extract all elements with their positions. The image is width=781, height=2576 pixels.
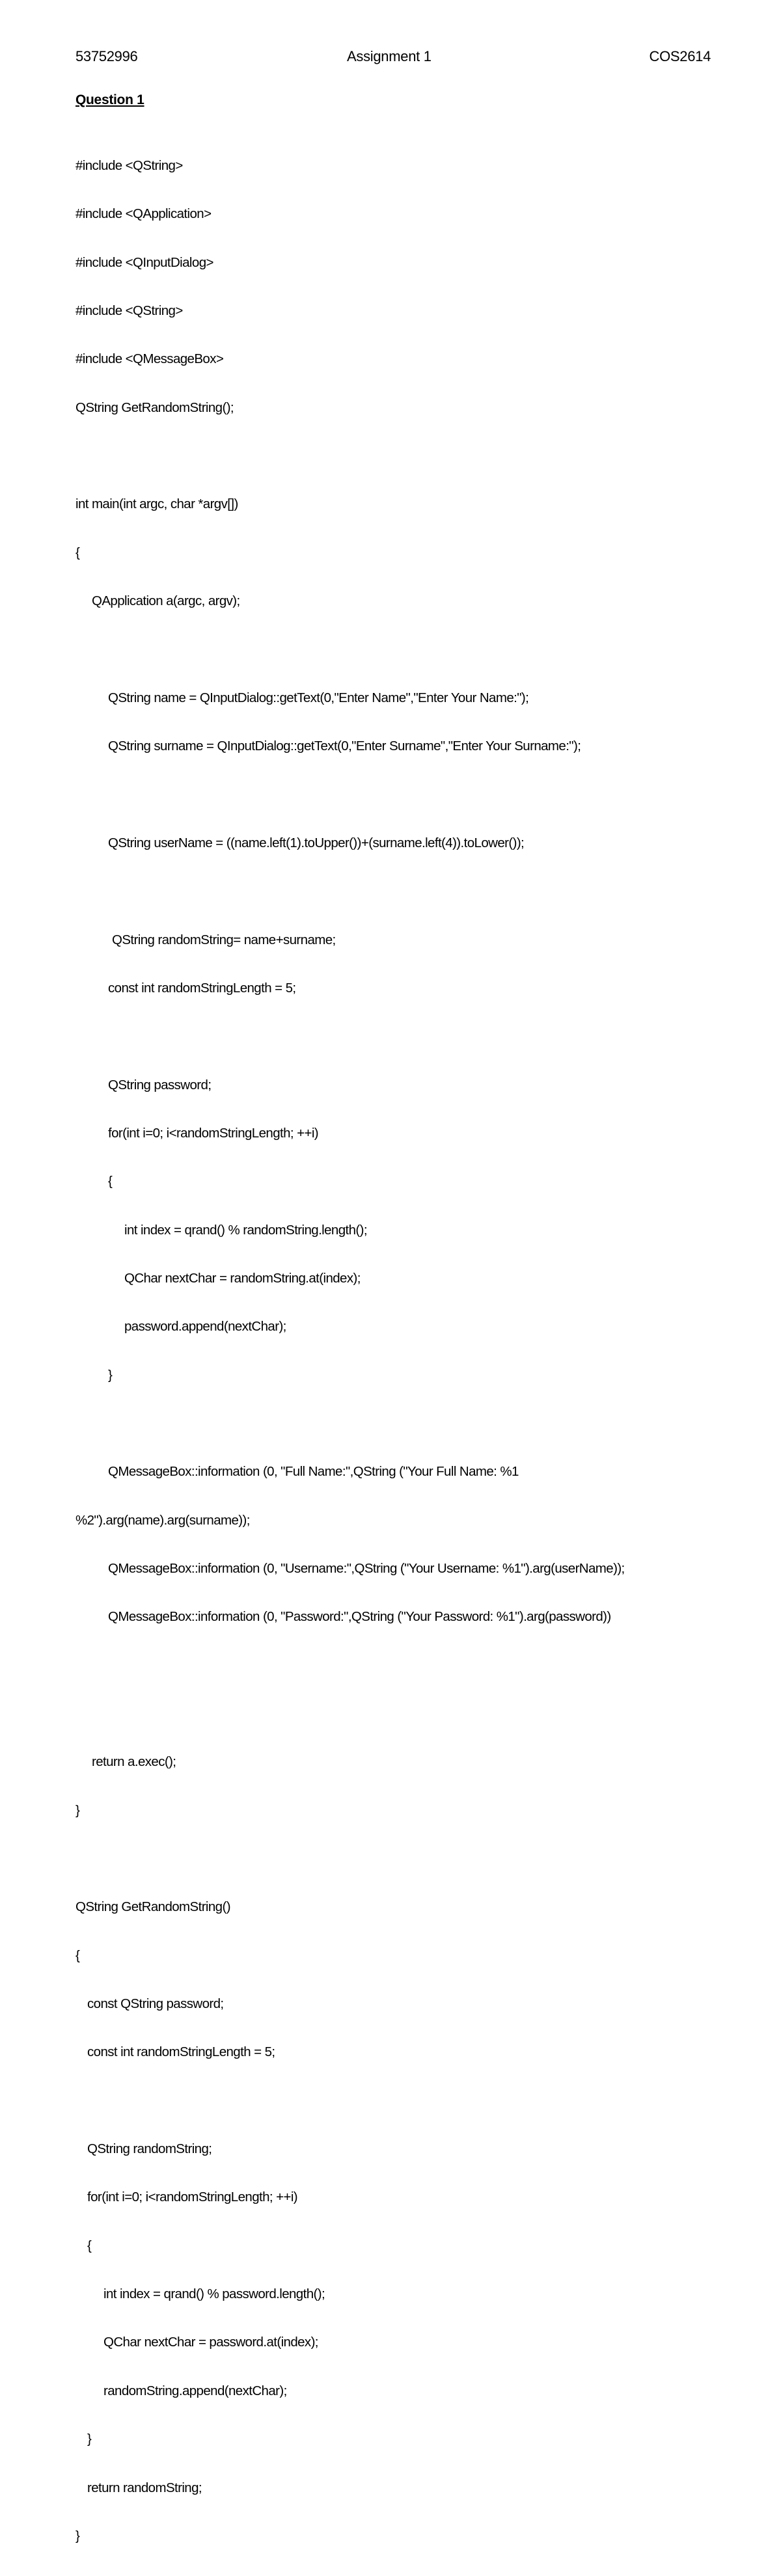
code-line: QChar nextChar = randomString.at(index); <box>124 1270 361 1286</box>
code-line: %2").arg(name).arg(surname)); <box>75 1512 250 1528</box>
code-line: QChar nextChar = password.at(index); <box>103 2335 318 2350</box>
code-line: for(int i=0; i<randomStringLength; ++i) <box>108 1125 319 1141</box>
code-line: QString GetRandomString(); <box>75 400 234 415</box>
code-line: const QString password; <box>87 1996 224 2012</box>
code-line: QMessageBox::information (0, "Full Name:",QString ("Your Full Name: %1 <box>108 1464 519 1480</box>
course-code: COS2614 <box>649 48 711 64</box>
code-line: for(int i=0; i<randomStringLength; ++i) <box>87 2190 298 2205</box>
code-line: QString GetRandomString() <box>75 1899 230 1915</box>
code-line: password.append(nextChar); <box>124 1319 286 1335</box>
page-header <box>75 47 711 66</box>
code-line: randomString.append(nextChar); <box>103 2383 287 2398</box>
code-line: { <box>75 1947 80 1963</box>
code-line: #include <QMessageBox> <box>75 351 224 367</box>
code-line: QMessageBox::information (0, "Username:",QString ("Your Username: %1").arg(userName)); <box>108 1560 625 1576</box>
code-line: QString randomString= name+surname; <box>112 932 336 947</box>
code-line: } <box>75 1802 80 1818</box>
code-line <box>0 786 781 803</box>
code-line <box>0 641 781 658</box>
code-line: #include <QString> <box>75 158 183 173</box>
code-line: } <box>108 1367 113 1383</box>
student-number: 53752996 <box>75 48 138 64</box>
code-line <box>0 1851 781 1867</box>
code-line: { <box>108 1174 113 1189</box>
code-line <box>0 1705 781 1722</box>
code-line: #include <QInputDialog> <box>75 254 213 270</box>
code-line: QApplication a(argc, argv); <box>92 593 240 609</box>
code-line <box>0 1415 781 1432</box>
code-line: #include <QString> <box>75 303 183 319</box>
code-listing <box>0 126 781 2576</box>
code-line: #include <QApplication> <box>75 206 212 222</box>
code-line: { <box>87 2238 92 2253</box>
assignment-title: Assignment 1 <box>347 48 432 64</box>
code-line: QString password; <box>108 1077 212 1092</box>
code-line: int index = qrand() % randomString.length(); <box>124 1222 367 1238</box>
code-line: int main(int argc, char *argv[]) <box>75 496 238 512</box>
question-heading: Question 1 <box>75 92 144 107</box>
code-line: } <box>87 2432 92 2447</box>
code-line: QString userName = ((name.left(1).toUpper())+(surname.left(4)).toLower()); <box>108 835 525 850</box>
code-line: return a.exec(); <box>92 1754 176 1770</box>
code-line: { <box>75 545 80 560</box>
code-line <box>0 1028 781 1045</box>
code-line <box>0 1657 781 1674</box>
code-line: QString name = QInputDialog::getText(0,"Enter Name","Enter Your Name:"); <box>108 690 529 705</box>
code-line <box>0 883 781 900</box>
code-line: } <box>75 2528 80 2543</box>
code-line: return randomString; <box>87 2480 202 2495</box>
code-line: QString randomString; <box>87 2141 212 2157</box>
code-line: QString surname = QInputDialog::getText(0,"Enter Surname","Enter Your Surname:"); <box>108 739 581 754</box>
code-line: const int randomStringLength = 5; <box>87 2044 275 2060</box>
code-line: const int randomStringLength = 5; <box>108 980 296 996</box>
code-line <box>0 448 781 465</box>
code-line: int index = qrand() % password.length(); <box>103 2286 325 2302</box>
code-line: QMessageBox::information (0, "Password:",QString ("Your Password: %1").arg(password)) <box>108 1609 611 1625</box>
code-line <box>0 2093 781 2109</box>
